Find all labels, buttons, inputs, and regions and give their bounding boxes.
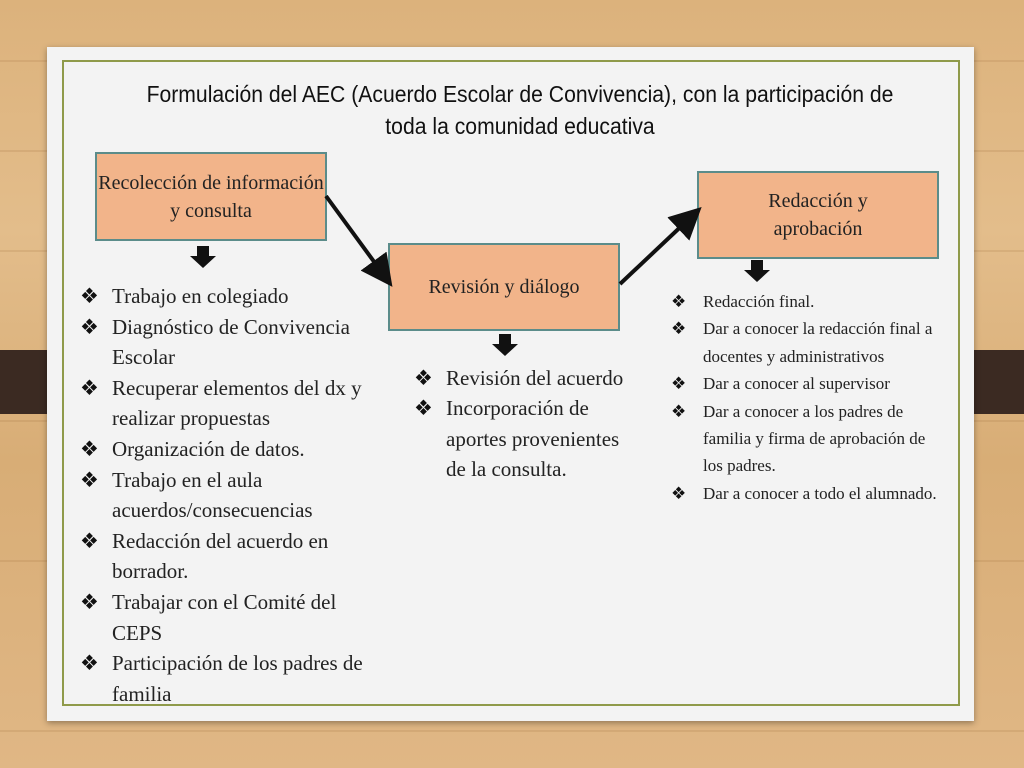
list-item-text: Redacción del acuerdo en borrador.: [112, 528, 329, 584]
list-item-text: Diagnóstico de Convivencia Escolar: [112, 314, 350, 370]
diamond-bullet-icon: ❖: [671, 483, 687, 503]
list-item-text: Trabajar con el Comité del CEPS: [112, 589, 337, 645]
diamond-bullet-icon: ❖: [671, 292, 687, 311]
list-item: [414, 393, 634, 484]
list-item: [80, 648, 380, 709]
diamond-bullet-icon: ❖: [80, 284, 99, 308]
list-item-text: Redacción final.: [703, 292, 815, 311]
list-item: [671, 480, 941, 507]
diamond-bullet-icon: ❖: [671, 374, 687, 394]
list-item: [80, 434, 380, 465]
list-item-text: Dar a conocer a los padres de familia y firma de aprobación de los padres.: [703, 401, 926, 476]
list-item-text: Participación de los padres de familia: [112, 651, 363, 706]
list-item: [414, 363, 634, 393]
list-item: [671, 398, 941, 480]
list-revision: [414, 363, 634, 485]
list-item: [671, 315, 941, 370]
diamond-bullet-icon: ❖: [80, 375, 99, 400]
down-arrow-icon: [190, 246, 216, 270]
list-item-text: Incorporación de aportes provenientes de la consulta.: [446, 396, 620, 482]
list-item: [80, 312, 380, 373]
diamond-bullet-icon: ❖: [80, 314, 99, 339]
box-revision: Revisión y diálogo: [388, 243, 620, 331]
diamond-bullet-icon: ❖: [671, 319, 687, 339]
arrow-to-redaccion: [620, 218, 690, 284]
list-recoleccion: [80, 281, 380, 709]
list-item-text: Revisión del acuerdo: [446, 366, 624, 390]
list-item-text: Organización de datos.: [112, 436, 305, 461]
slide-title: Formulación del AEC (Acuerdo Escolar de Convivencia), con la participación de toda la comunidad educativa: [146, 81, 894, 139]
list-item-text: Dar a conocer al supervisor: [703, 374, 890, 394]
list-item: [80, 465, 380, 526]
diamond-bullet-icon: ❖: [80, 589, 99, 614]
list-item: [80, 281, 380, 312]
list-item: [671, 288, 941, 315]
list-item-text: Dar a conocer a todo el alumnado.: [703, 483, 937, 503]
diamond-bullet-icon: ❖: [414, 366, 433, 390]
list-item: [80, 526, 380, 587]
list-item-text: Recuperar elementos del dx y realizar propuestas: [112, 375, 362, 431]
box-recoleccion: Recolección de información y consulta: [95, 152, 327, 241]
box-redaccion: Redacción y aprobación: [697, 171, 939, 259]
diamond-bullet-icon: ❖: [80, 528, 99, 553]
list-item: [671, 370, 941, 397]
list-item-text: Trabajo en colegiado: [112, 284, 289, 308]
down-arrow-icon: [492, 334, 518, 358]
list-redaccion: [671, 288, 941, 507]
list-item: [80, 587, 380, 648]
list-item: [80, 373, 380, 434]
diamond-bullet-icon: ❖: [80, 436, 99, 461]
down-arrow-icon: [744, 260, 770, 284]
arrow-to-revision: [326, 196, 383, 274]
diamond-bullet-icon: ❖: [671, 401, 687, 421]
diamond-bullet-icon: ❖: [414, 396, 433, 421]
list-item-text: Trabajo en el aula acuerdos/consecuencias: [112, 467, 313, 523]
diamond-bullet-icon: ❖: [80, 651, 99, 676]
diamond-bullet-icon: ❖: [80, 467, 99, 492]
list-item-text: Dar a conocer la redacción final a docentes y administrativos: [703, 319, 933, 366]
